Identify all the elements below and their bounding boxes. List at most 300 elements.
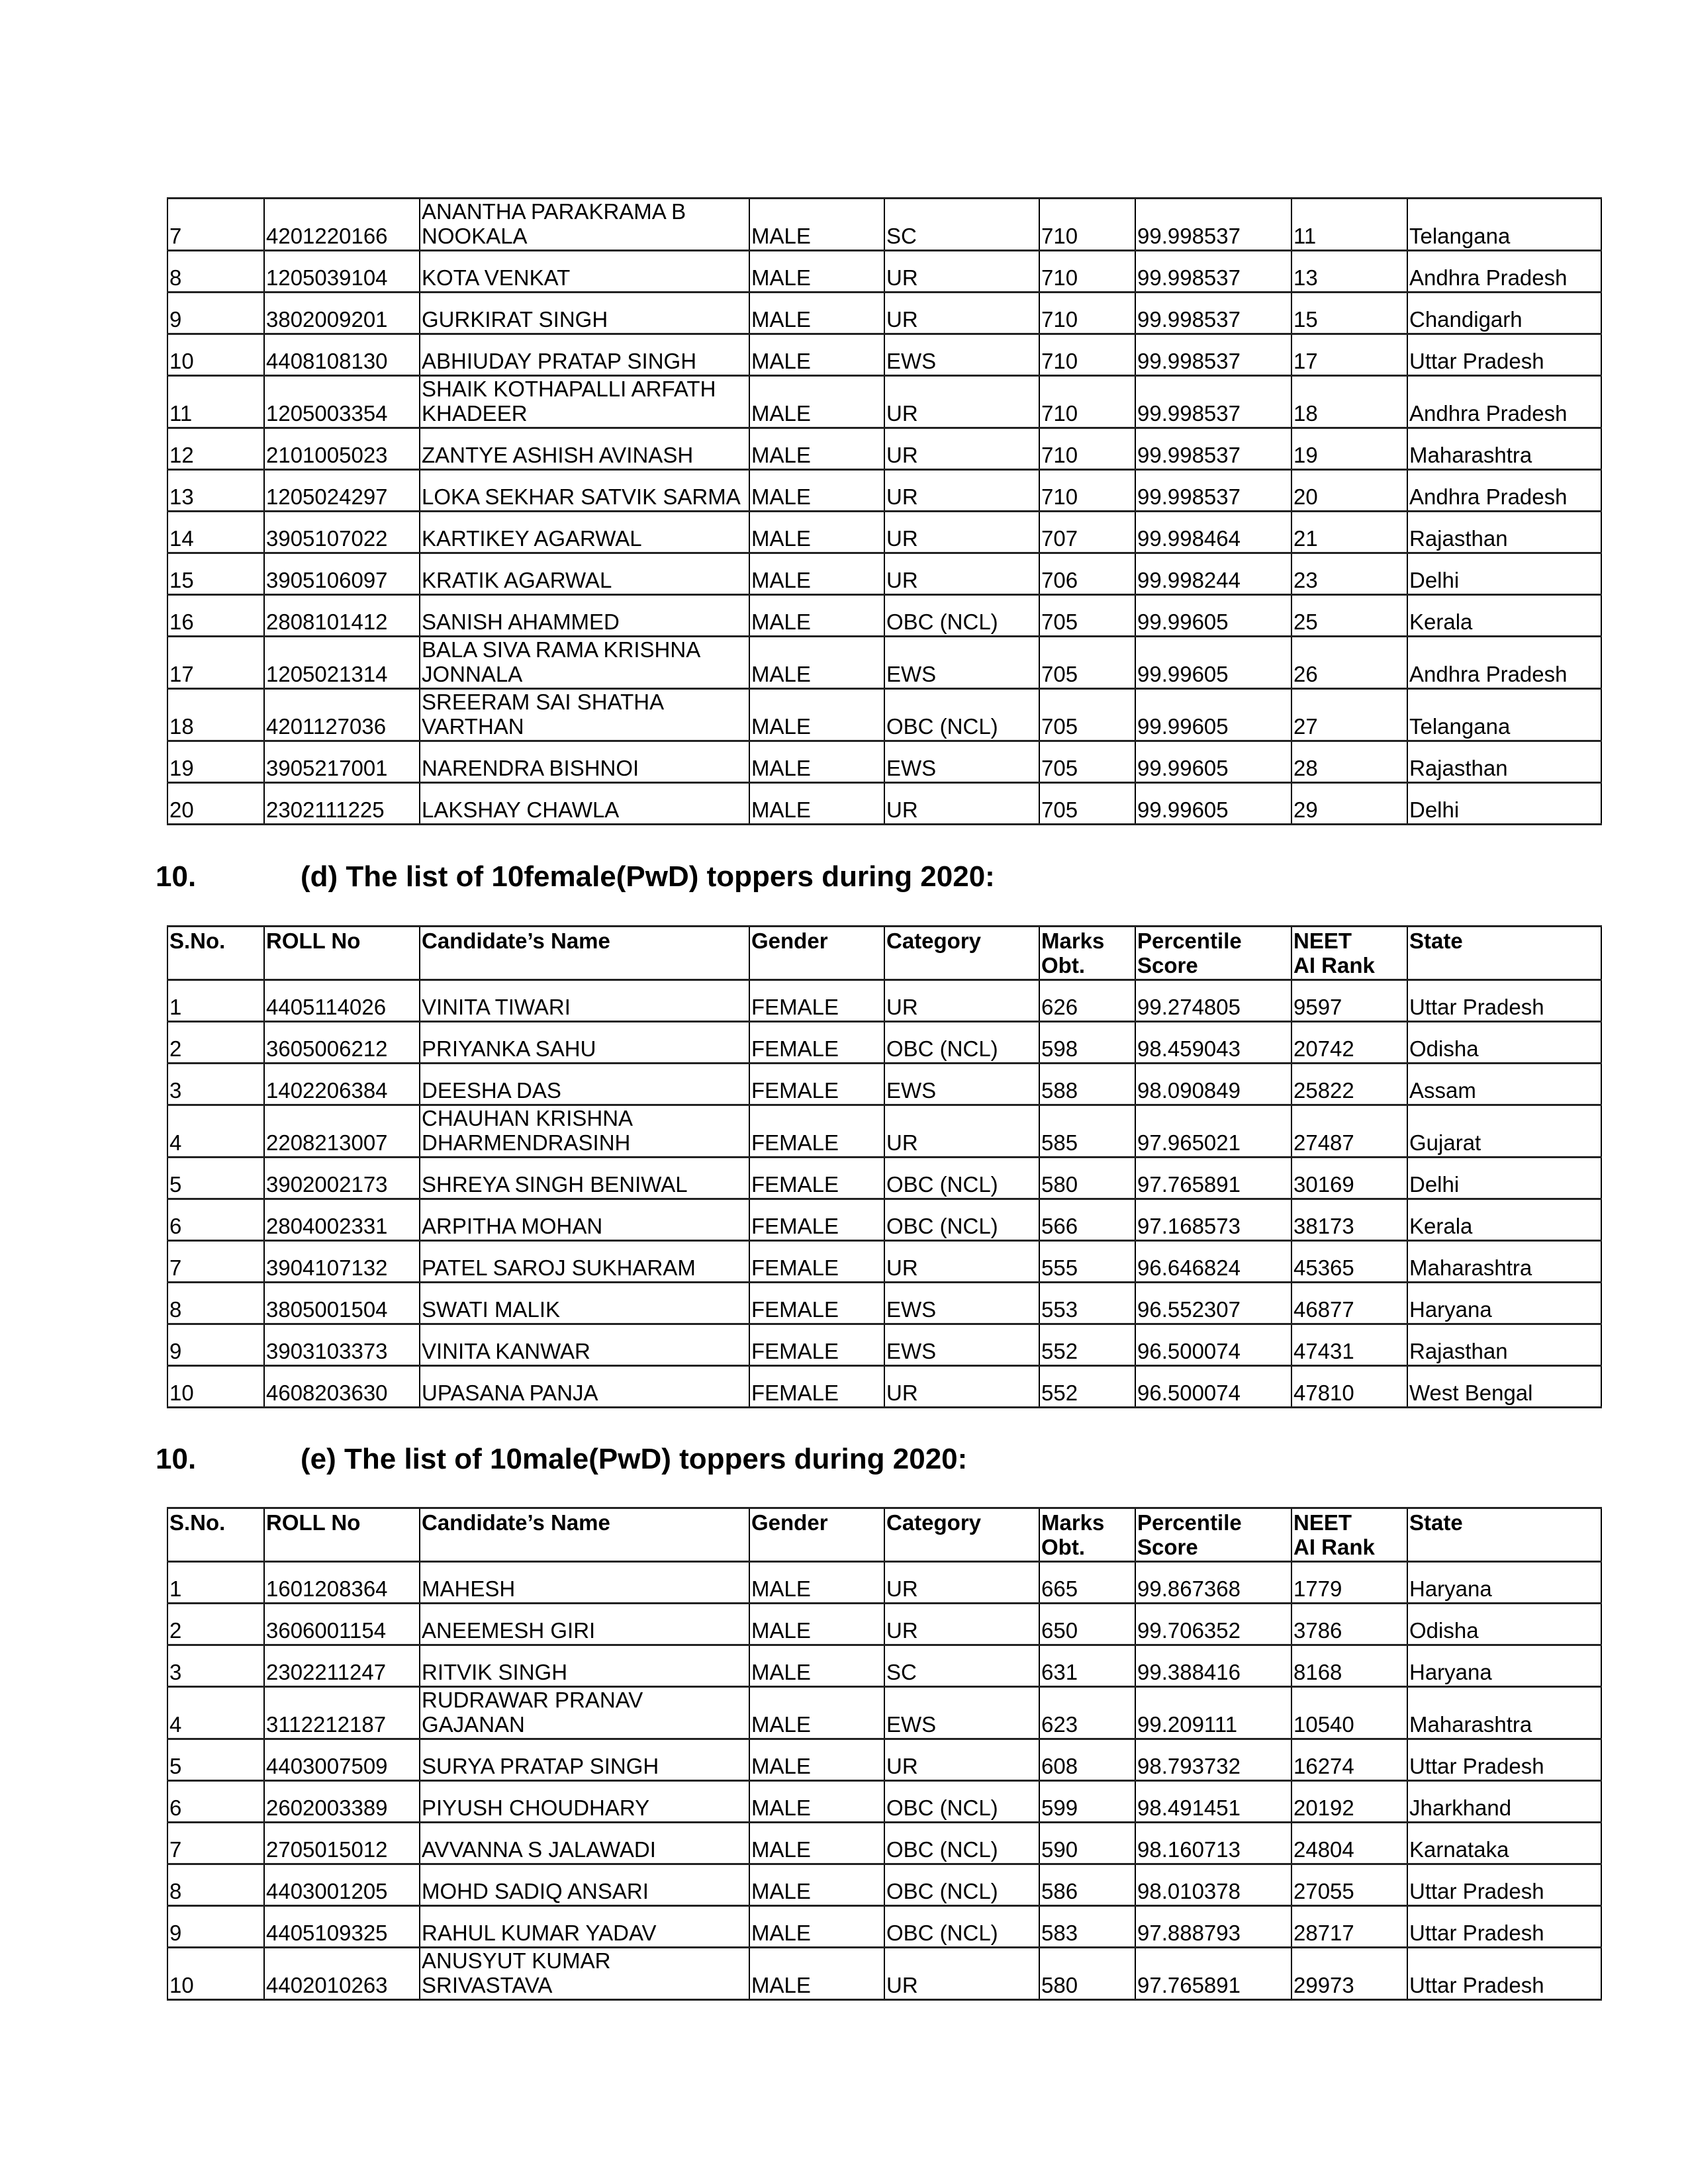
cell-marks: 585 [1039,1105,1135,1158]
cell-rank: 30169 [1291,1158,1407,1199]
cell-gender: MALE [749,741,884,783]
cell-state: Telangana [1407,689,1601,741]
cell-gender: MALE [749,199,884,251]
column-header-marks: Marks Obt. [1039,1508,1135,1562]
cell-sno: 19 [167,741,264,783]
cell-state: Uttar Pradesh [1407,1906,1601,1948]
cell-roll-no: 3112212187 [264,1687,420,1739]
column-header-rank: NEET AI Rank [1291,927,1407,980]
cell-state: Telangana [1407,199,1601,251]
cell-sno: 8 [167,251,264,293]
column-header-sno: S.No. [167,927,264,980]
cell-state: Odisha [1407,1022,1601,1064]
cell-roll-no: 4405114026 [264,980,420,1022]
cell-gender: MALE [749,637,884,689]
cell-percentile: 99.998537 [1135,293,1291,334]
cell-gender: FEMALE [749,1105,884,1158]
cell-state: Andhra Pradesh [1407,251,1601,293]
cell-candidate-name: RUDRAWAR PRANAV GAJANAN [420,1687,749,1739]
cell-category: UR [884,1105,1039,1158]
cell-category: EWS [884,334,1039,376]
cell-percentile: 97.168573 [1135,1199,1291,1241]
cell-marks: 566 [1039,1199,1135,1241]
cell-category: UR [884,783,1039,825]
cell-category: UR [884,428,1039,470]
cell-rank: 27487 [1291,1105,1407,1158]
cell-gender: FEMALE [749,980,884,1022]
cell-marks: 599 [1039,1781,1135,1823]
cell-marks: 710 [1039,428,1135,470]
cell-category: SC [884,199,1039,251]
cell-rank: 11 [1291,199,1407,251]
cell-marks: 631 [1039,1645,1135,1687]
cell-rank: 25822 [1291,1064,1407,1105]
table-row [167,1283,1601,1324]
table-row [167,293,1601,334]
cell-sno: 2 [167,1022,264,1064]
cell-state: Haryana [1407,1283,1601,1324]
table-row [167,1324,1601,1366]
cell-percentile: 99.998537 [1135,334,1291,376]
cell-gender: MALE [749,1948,884,2000]
section-e-title: (e) The list of 10male(PwD) toppers during 2020: [301,1443,968,1475]
cell-sno: 12 [167,428,264,470]
cell-percentile: 97.965021 [1135,1105,1291,1158]
cell-roll-no: 2804002331 [264,1199,420,1241]
cell-sno: 1 [167,980,264,1022]
cell-gender: MALE [749,428,884,470]
cell-gender: MALE [749,1739,884,1781]
column-header-percentile: Percentile Score [1135,927,1291,980]
cell-state: Andhra Pradesh [1407,470,1601,512]
cell-gender: MALE [749,512,884,553]
cell-candidate-name: VINITA TIWARI [420,980,749,1022]
cell-roll-no: 3905107022 [264,512,420,553]
cell-state: Uttar Pradesh [1407,980,1601,1022]
cell-category: UR [884,1562,1039,1604]
cell-gender: MALE [749,783,884,825]
cell-roll-no: 2302111225 [264,783,420,825]
table-row [167,553,1601,595]
cell-percentile: 99.998537 [1135,470,1291,512]
cell-rank: 8168 [1291,1645,1407,1687]
table-row [167,1105,1601,1158]
male-pwd-toppers-table [167,1507,1602,2001]
cell-percentile: 96.500074 [1135,1324,1291,1366]
column-header-rank: NEET AI Rank [1291,1508,1407,1562]
table-row [167,980,1601,1022]
cell-category: UR [884,1739,1039,1781]
cell-percentile: 99.209111 [1135,1687,1291,1739]
cell-percentile: 96.500074 [1135,1366,1291,1408]
cell-marks: 705 [1039,783,1135,825]
cell-rank: 29 [1291,783,1407,825]
cell-gender: FEMALE [749,1324,884,1366]
cell-category: OBC (NCL) [884,689,1039,741]
column-header-roll-no: ROLL No [264,1508,420,1562]
cell-marks: 705 [1039,741,1135,783]
cell-category: OBC (NCL) [884,1158,1039,1199]
cell-sno: 16 [167,595,264,637]
cell-roll-no: 2705015012 [264,1823,420,1864]
cell-rank: 46877 [1291,1283,1407,1324]
cell-rank: 26 [1291,637,1407,689]
cell-state: Uttar Pradesh [1407,1948,1601,2000]
header-row [167,1508,1601,1562]
cell-candidate-name: SURYA PRATAP SINGH [420,1739,749,1781]
cell-sno: 6 [167,1781,264,1823]
cell-rank: 13 [1291,251,1407,293]
cell-candidate-name: MOHD SADIQ ANSARI [420,1864,749,1906]
cell-state: Maharashtra [1407,428,1601,470]
cell-state: Rajasthan [1407,512,1601,553]
cell-candidate-name: MAHESH [420,1562,749,1604]
cell-rank: 15 [1291,293,1407,334]
cell-rank: 27 [1291,689,1407,741]
cell-roll-no: 2602003389 [264,1781,420,1823]
cell-percentile: 99.706352 [1135,1604,1291,1645]
cell-sno: 15 [167,553,264,595]
cell-marks: 710 [1039,376,1135,428]
cell-percentile: 99.274805 [1135,980,1291,1022]
cell-roll-no: 2101005023 [264,428,420,470]
cell-category: UR [884,470,1039,512]
cell-category: OBC (NCL) [884,1906,1039,1948]
table-row [167,595,1601,637]
cell-sno: 5 [167,1158,264,1199]
column-header-marks: Marks Obt. [1039,927,1135,980]
cell-candidate-name: BALA SIVA RAMA KRISHNA JONNALA [420,637,749,689]
cell-candidate-name: LOKA SEKHAR SATVIK SARMA [420,470,749,512]
cell-candidate-name: RAHUL KUMAR YADAV [420,1906,749,1948]
cell-state: Karnataka [1407,1823,1601,1864]
cell-rank: 20 [1291,470,1407,512]
cell-candidate-name: ANANTHA PARAKRAMA B NOOKALA [420,199,749,251]
cell-category: UR [884,1366,1039,1408]
cell-state: West Bengal [1407,1366,1601,1408]
cell-percentile: 98.459043 [1135,1022,1291,1064]
cell-rank: 38173 [1291,1199,1407,1241]
cell-candidate-name: CHAUHAN KRISHNA DHARMENDRASINH [420,1105,749,1158]
column-header-candidate-name: Candidate’s Name [420,927,749,980]
cell-percentile: 99.867368 [1135,1562,1291,1604]
column-header-candidate-name: Candidate’s Name [420,1508,749,1562]
cell-rank: 17 [1291,334,1407,376]
cell-category: OBC (NCL) [884,1864,1039,1906]
cell-rank: 28717 [1291,1906,1407,1948]
cell-rank: 9597 [1291,980,1407,1022]
table-row [167,428,1601,470]
cell-rank: 47810 [1291,1366,1407,1408]
cell-sno: 10 [167,1948,264,2000]
cell-percentile: 98.491451 [1135,1781,1291,1823]
cell-candidate-name: UPASANA PANJA [420,1366,749,1408]
cell-state: Uttar Pradesh [1407,1739,1601,1781]
table-row [167,376,1601,428]
cell-marks: 707 [1039,512,1135,553]
cell-percentile: 98.090849 [1135,1064,1291,1105]
cell-roll-no: 3606001154 [264,1604,420,1645]
cell-marks: 626 [1039,980,1135,1022]
cell-category: SC [884,1645,1039,1687]
cell-sno: 7 [167,1823,264,1864]
cell-state: Rajasthan [1407,1324,1601,1366]
cell-sno: 17 [167,637,264,689]
cell-marks: 583 [1039,1906,1135,1948]
cell-percentile: 99.998244 [1135,553,1291,595]
cell-percentile: 99.998537 [1135,251,1291,293]
cell-roll-no: 4608203630 [264,1366,420,1408]
table-row [167,1022,1601,1064]
cell-roll-no: 4402010263 [264,1948,420,2000]
section-e-number: 10. [156,1443,197,1475]
cell-gender: FEMALE [749,1283,884,1324]
cell-gender: FEMALE [749,1022,884,1064]
cell-rank: 21 [1291,512,1407,553]
cell-category: UR [884,251,1039,293]
cell-sno: 5 [167,1739,264,1781]
column-header-sno: S.No. [167,1508,264,1562]
table-row [167,334,1601,376]
cell-state: Kerala [1407,1199,1601,1241]
cell-sno: 8 [167,1864,264,1906]
cell-category: UR [884,1948,1039,2000]
cell-sno: 14 [167,512,264,553]
cell-state: Gujarat [1407,1105,1601,1158]
column-header-gender: Gender [749,1508,884,1562]
table-row [167,1241,1601,1283]
cell-state: Maharashtra [1407,1687,1601,1739]
cell-roll-no: 1205021314 [264,637,420,689]
cell-candidate-name: AVVANNA S JALAWADI [420,1823,749,1864]
cell-sno: 3 [167,1064,264,1105]
cell-candidate-name: PATEL SAROJ SUKHARAM [420,1241,749,1283]
cell-rank: 29973 [1291,1948,1407,2000]
table-row [167,1645,1601,1687]
cell-sno: 9 [167,293,264,334]
cell-roll-no: 3802009201 [264,293,420,334]
cell-candidate-name: SHREYA SINGH BENIWAL [420,1158,749,1199]
cell-roll-no: 1402206384 [264,1064,420,1105]
cell-category: EWS [884,1324,1039,1366]
cell-state: Uttar Pradesh [1407,334,1601,376]
cell-marks: 705 [1039,595,1135,637]
cell-sno: 10 [167,334,264,376]
cell-rank: 20192 [1291,1781,1407,1823]
cell-gender: FEMALE [749,1199,884,1241]
cell-marks: 608 [1039,1739,1135,1781]
cell-marks: 705 [1039,689,1135,741]
cell-roll-no: 1205024297 [264,470,420,512]
cell-category: UR [884,1241,1039,1283]
cell-sno: 13 [167,470,264,512]
cell-state: Odisha [1407,1604,1601,1645]
cell-state: Andhra Pradesh [1407,637,1601,689]
cell-marks: 580 [1039,1158,1135,1199]
cell-roll-no: 1205003354 [264,376,420,428]
cell-percentile: 99.998464 [1135,512,1291,553]
cell-gender: FEMALE [749,1064,884,1105]
cell-candidate-name: PIYUSH CHOUDHARY [420,1781,749,1823]
cell-percentile: 98.793732 [1135,1739,1291,1781]
table-row [167,1948,1601,2000]
cell-roll-no: 4408108130 [264,334,420,376]
table-row [167,1906,1601,1948]
cell-gender: MALE [749,251,884,293]
cell-gender: MALE [749,1864,884,1906]
cell-roll-no: 2302211247 [264,1645,420,1687]
cell-sno: 4 [167,1687,264,1739]
cell-sno: 6 [167,1199,264,1241]
cell-marks: 598 [1039,1022,1135,1064]
cell-marks: 623 [1039,1687,1135,1739]
cell-candidate-name: ZANTYE ASHISH AVINASH [420,428,749,470]
table-row [167,1823,1601,1864]
cell-candidate-name: RITVIK SINGH [420,1645,749,1687]
cell-marks: 710 [1039,334,1135,376]
section-d-title: (d) The list of 10female(PwD) toppers during 2020: [301,860,995,893]
cell-candidate-name: KOTA VENKAT [420,251,749,293]
table-row [167,783,1601,825]
cell-state: Andhra Pradesh [1407,376,1601,428]
table-row [167,1864,1601,1906]
table-row [167,689,1601,741]
cell-marks: 552 [1039,1366,1135,1408]
cell-gender: MALE [749,293,884,334]
cell-state: Rajasthan [1407,741,1601,783]
cell-gender: MALE [749,1604,884,1645]
table-row [167,637,1601,689]
cell-sno: 7 [167,1241,264,1283]
cell-state: Maharashtra [1407,1241,1601,1283]
cell-percentile: 99.99605 [1135,637,1291,689]
cell-sno: 18 [167,689,264,741]
table-row [167,1739,1601,1781]
cell-category: EWS [884,1283,1039,1324]
cell-gender: MALE [749,376,884,428]
cell-percentile: 99.998537 [1135,376,1291,428]
cell-marks: 665 [1039,1562,1135,1604]
column-header-state: State [1407,927,1601,980]
column-header-percentile: Percentile Score [1135,1508,1291,1562]
cell-candidate-name: LAKSHAY CHAWLA [420,783,749,825]
cell-marks: 650 [1039,1604,1135,1645]
cell-roll-no: 2208213007 [264,1105,420,1158]
table-row [167,741,1601,783]
cell-percentile: 98.010378 [1135,1864,1291,1906]
cell-percentile: 99.99605 [1135,741,1291,783]
cell-roll-no: 1205039104 [264,251,420,293]
table-row [167,1604,1601,1645]
table-row [167,199,1601,251]
cell-marks: 555 [1039,1241,1135,1283]
female-pwd-toppers-table [167,925,1602,1408]
cell-marks: 588 [1039,1064,1135,1105]
cell-gender: FEMALE [749,1158,884,1199]
cell-candidate-name: VINITA KANWAR [420,1324,749,1366]
cell-state: Jharkhand [1407,1781,1601,1823]
cell-category: UR [884,553,1039,595]
cell-rank: 18 [1291,376,1407,428]
cell-roll-no: 3904107132 [264,1241,420,1283]
column-header-category: Category [884,927,1039,980]
cell-rank: 25 [1291,595,1407,637]
cell-gender: MALE [749,1687,884,1739]
cell-category: EWS [884,741,1039,783]
cell-marks: 710 [1039,470,1135,512]
cell-marks: 553 [1039,1283,1135,1324]
cell-gender: MALE [749,1645,884,1687]
cell-state: Delhi [1407,1158,1601,1199]
cell-gender: MALE [749,595,884,637]
cell-percentile: 99.99605 [1135,783,1291,825]
cell-percentile: 97.765891 [1135,1158,1291,1199]
cell-roll-no: 4201127036 [264,689,420,741]
cell-rank: 1779 [1291,1562,1407,1604]
cell-candidate-name: KRATIK AGARWAL [420,553,749,595]
cell-roll-no: 3805001504 [264,1283,420,1324]
cell-state: Haryana [1407,1562,1601,1604]
cell-category: UR [884,376,1039,428]
cell-gender: MALE [749,1906,884,1948]
cell-rank: 19 [1291,428,1407,470]
table-row [167,1562,1601,1604]
cell-percentile: 98.160713 [1135,1823,1291,1864]
cell-state: Chandigarh [1407,293,1601,334]
cell-candidate-name: NARENDRA BISHNOI [420,741,749,783]
cell-category: EWS [884,1687,1039,1739]
cell-percentile: 96.552307 [1135,1283,1291,1324]
cell-gender: MALE [749,553,884,595]
cell-category: OBC (NCL) [884,1781,1039,1823]
table-row [167,1064,1601,1105]
cell-percentile: 99.99605 [1135,595,1291,637]
cell-sno: 4 [167,1105,264,1158]
cell-roll-no: 4201220166 [264,199,420,251]
cell-category: UR [884,512,1039,553]
cell-marks: 710 [1039,293,1135,334]
cell-category: OBC (NCL) [884,595,1039,637]
cell-roll-no: 1601208364 [264,1562,420,1604]
cell-rank: 24804 [1291,1823,1407,1864]
cell-category: UR [884,1604,1039,1645]
cell-state: Kerala [1407,595,1601,637]
cell-category: UR [884,980,1039,1022]
cell-marks: 586 [1039,1864,1135,1906]
cell-sno: 9 [167,1324,264,1366]
cell-sno: 20 [167,783,264,825]
cell-category: OBC (NCL) [884,1823,1039,1864]
table-row [167,1687,1601,1739]
cell-sno: 8 [167,1283,264,1324]
cell-category: UR [884,293,1039,334]
cell-gender: MALE [749,689,884,741]
table-row [167,470,1601,512]
cell-sno: 7 [167,199,264,251]
cell-candidate-name: GURKIRAT SINGH [420,293,749,334]
cell-gender: MALE [749,1781,884,1823]
cell-candidate-name: ANEEMESH GIRI [420,1604,749,1645]
cell-marks: 706 [1039,553,1135,595]
cell-marks: 705 [1039,637,1135,689]
cell-state: Delhi [1407,553,1601,595]
table-row [167,512,1601,553]
cell-roll-no: 3905217001 [264,741,420,783]
cell-state: Haryana [1407,1645,1601,1687]
cell-marks: 710 [1039,251,1135,293]
cell-candidate-name: ABHIUDAY PRATAP SINGH [420,334,749,376]
table-row [167,1199,1601,1241]
